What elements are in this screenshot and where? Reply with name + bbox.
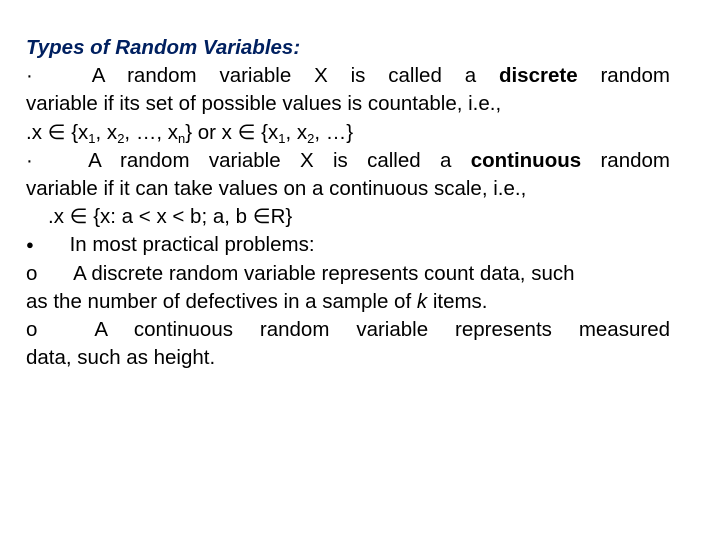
practical-item-1-text: A discrete random variable represents count data, such <box>73 261 575 285</box>
practical-item-1-text: items. <box>432 289 488 313</box>
practical-heading: In most practical problems: <box>69 233 315 257</box>
discrete-term: discrete <box>498 64 578 88</box>
continuous-pre: A random variable X is called a <box>88 148 452 172</box>
discrete-definition-line-2: variable if its set of possible values is countable, i.e., <box>26 92 502 116</box>
bullet-dot: · <box>26 64 33 88</box>
subscript: 2 <box>307 130 315 146</box>
discrete-post: random <box>600 64 670 88</box>
discrete-set-notation <box>26 119 670 147</box>
bullet-hollow-icon: o <box>26 261 38 285</box>
bullet-dot: · <box>26 148 33 172</box>
math-text: , …} <box>314 120 354 144</box>
math-text: .x ∈ {x <box>26 120 89 144</box>
continuous-definition-line-1 <box>26 147 670 175</box>
practical-item-1-text: as the number of defectives in a sample of <box>26 289 412 313</box>
math-text: } or x ∈ {x <box>185 120 279 144</box>
practical-heading-line <box>26 231 670 259</box>
continuous-definition-line-2: variable if it can take values on a continuous scale, i.e., <box>26 176 527 200</box>
bullet-hollow-icon: o <box>26 317 38 341</box>
bullet-filled-icon: ● <box>26 237 34 253</box>
practical-item-2-text: A continuous random variable represents measured <box>94 317 670 341</box>
practical-item-2-line-1 <box>26 316 670 344</box>
subscript: 2 <box>117 130 125 146</box>
continuous-post: random <box>600 148 670 172</box>
math-text: , x <box>285 120 308 144</box>
discrete-definition-line-1 <box>26 62 670 90</box>
continuous-set-notation: .x ∈ {x: a < x < b; a, b ∈R} <box>48 205 293 229</box>
practical-item-1-line-2 <box>26 288 670 316</box>
math-text: , x <box>95 120 118 144</box>
subscript: 1 <box>278 130 286 146</box>
continuous-term: continuous <box>470 148 582 172</box>
subscript: n <box>177 130 186 146</box>
subscript: 1 <box>88 130 96 146</box>
discrete-pre: A random variable X is called a <box>91 64 477 88</box>
variable-k: k <box>416 289 428 313</box>
slide-title: Types of Random Variables: <box>26 36 301 59</box>
slide-body <box>26 34 670 372</box>
math-text: , …, x <box>124 120 178 144</box>
practical-item-2-line-2: data, such as height. <box>26 346 216 370</box>
practical-item-1-line-1 <box>26 260 670 288</box>
